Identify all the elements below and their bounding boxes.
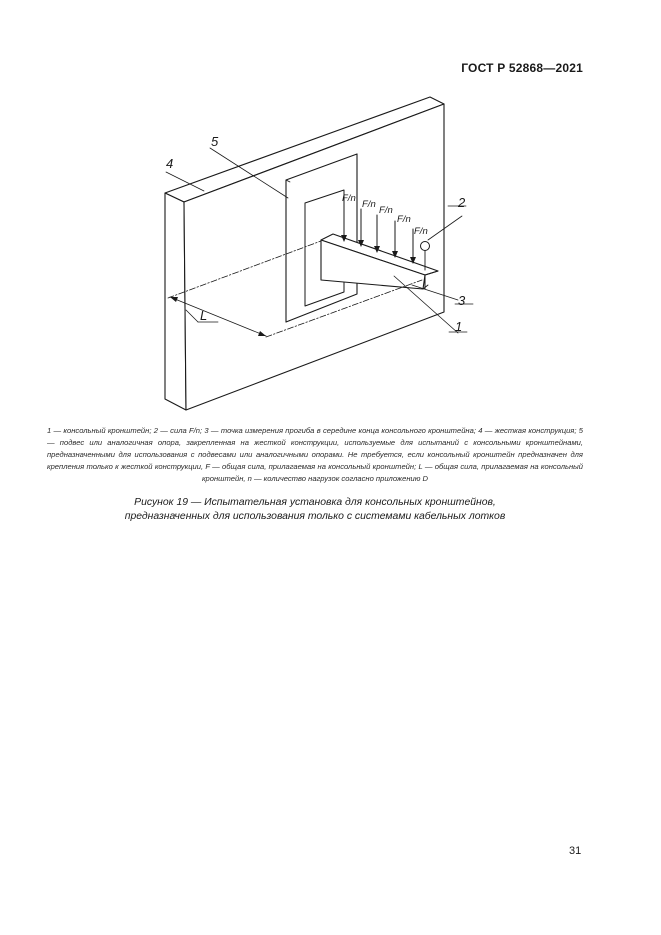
caption-line-2: предназначенных для использования только с системами кабельных лотков (124, 511, 506, 522)
callout-4: 4 (166, 156, 174, 171)
dimension-L-label: L (200, 308, 208, 323)
test-setup-figure (0, 0, 661, 420)
caption-line-1: Рисунок 19 — Испытательная установка для консольных кронштейнов, (134, 497, 496, 508)
callout-2: 2 (458, 195, 466, 210)
force-label: F/n (342, 193, 356, 204)
force-label: F/n (379, 205, 393, 216)
standard-code: ГОСТ Р 52868—2021 (461, 61, 583, 75)
figure-legend: 1 — консольный кронштейн; 2 — сила F/n; 3 — точка измерения прогиба в середине конца консольного кронштейна; 4 — жесткая конструкция; 5 — подвес или аналогичная опора, закрепленная на жесткой конструкции, используемые для испытаний с консольными кронштейнами, предназначенными для использования с подвесами или аналогичными опорами. Не требуется, если консольный кронштейн предназначен для крепления только к жесткой конструкции, F — общая сила, прилагаемая на консольный кронштейн; L — общая сила, прилагаемая на консольный кронштейн, n — количество нагрузок согласно приложению D (47, 426, 583, 483)
force-label: F/n (414, 226, 428, 237)
force-label: F/n (362, 199, 376, 210)
callout-1: 1 (455, 319, 463, 334)
callout-3: 3 (458, 293, 466, 308)
page-number: 31 (569, 845, 582, 857)
force-label: F/n (397, 214, 411, 225)
figure-caption (47, 496, 583, 524)
callout-5: 5 (211, 134, 219, 149)
